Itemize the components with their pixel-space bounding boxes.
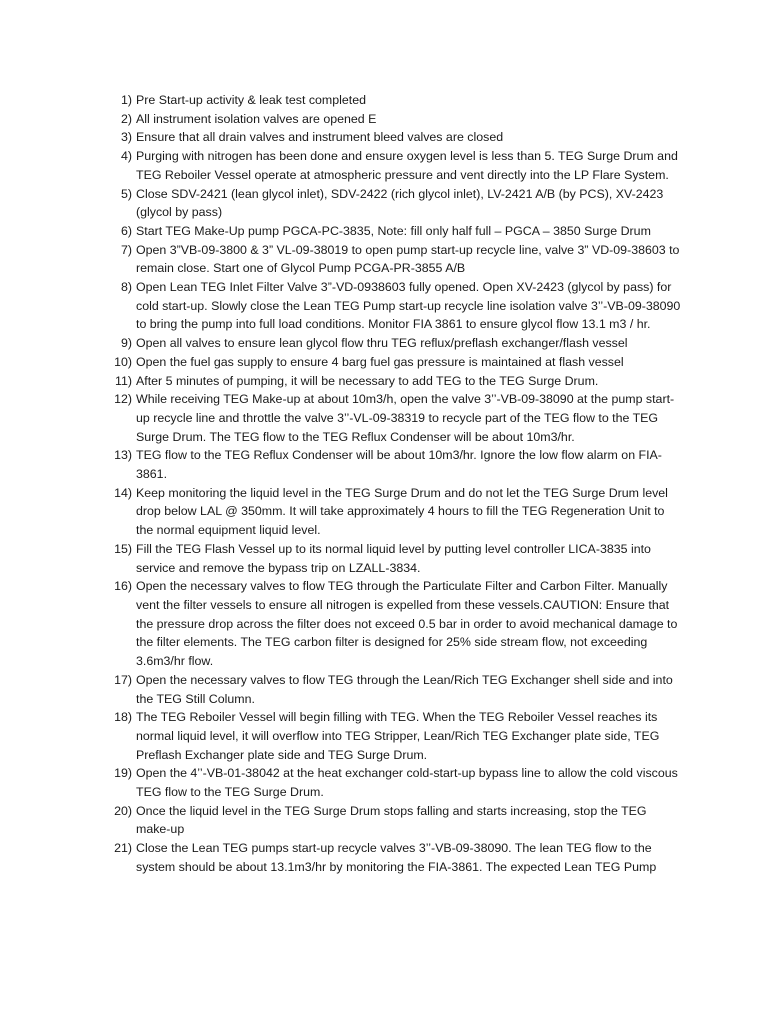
list-item xyxy=(104,446,684,483)
list-item xyxy=(104,764,684,801)
item-text: After 5 minutes of pumping, it will be necessary to add TEG to the TEG Surge Drum. xyxy=(136,373,599,388)
item-text: Open the necessary valves to flow TEG through the Particulate Filter and Carbon Filter. Manually vent the filter vessels to ensure all nitrogen is expelled from these vessels.CAUTION: Ensure that the pressure drop across the filter does not exceed 0.5 bar in order to avoid mechanical damage to the filter elements. The TEG carbon filter is designed for 25% side stream flow, not exceeding 3.6m3/hr flow. xyxy=(136,579,678,669)
list-item xyxy=(104,540,684,577)
list-item xyxy=(104,128,684,147)
item-text: TEG flow to the TEG Reflux Condenser will be about 10m3/hr. Ignore the low flow alarm on FIA-3861. xyxy=(136,448,662,482)
item-number: 4) xyxy=(120,149,132,164)
list-item xyxy=(104,110,684,129)
item-number: 6) xyxy=(120,223,132,238)
list-item xyxy=(104,278,684,334)
item-number: 21) xyxy=(114,841,132,856)
item-text: Close the Lean TEG pumps start-up recycle valves 3’’-VB-09-38090. The lean TEG flow to the system should be about 13.1m3/hr by monitoring the FIA-3861. The expected Lean TEG Pump xyxy=(136,841,657,874)
item-number: 10) xyxy=(114,354,132,369)
item-text: All instrument isolation valves are opened E xyxy=(136,111,377,126)
list-item xyxy=(104,241,684,278)
item-text: Open all valves to ensure lean glycol flow thru TEG reflux/preflash exchanger/flash vessel xyxy=(136,336,628,351)
item-number: 18) xyxy=(114,710,132,725)
item-number: 1) xyxy=(120,93,132,107)
item-text: Open the 4’’-VB-01-38042 at the heat exchanger cold-start-up bypass line to allow the cold viscous TEG flow to the TEG Surge Drum. xyxy=(136,766,678,800)
list-item xyxy=(104,839,684,876)
item-number: 7) xyxy=(120,242,132,257)
list-item xyxy=(104,390,684,446)
item-number: 20) xyxy=(114,803,132,818)
list-item xyxy=(104,708,684,764)
list-item xyxy=(104,372,684,391)
procedure-list xyxy=(104,91,684,877)
item-text: Close SDV-2421 (lean glycol inlet), SDV-2422 (rich glycol inlet), LV-2421 A/B (by PCS), XV-2423 (glycol by pass) xyxy=(136,186,664,220)
item-number: 11) xyxy=(115,373,132,388)
item-text: Open Lean TEG Inlet Filter Valve 3”-VD-0938603 fully opened. Open XV-2423 (glycol by pass) for cold start-up. Slowly close the Lean TEG Pump start-up recycle line isolation valve 3’’-VB-09-38090 to bring the pump into full load conditions. Monitor FIA 3861 to ensure glycol flow 13.1 m3 / hr. xyxy=(136,280,681,332)
item-text: Keep monitoring the liquid level in the TEG Surge Drum and do not let the TEG Surge Drum level drop below LAL @ 350mm. It will take approximately 4 hours to fill the TEG Regeneration Unit to the normal equipment liquid level. xyxy=(136,485,668,538)
item-number: 3) xyxy=(120,130,132,145)
list-item xyxy=(104,802,684,839)
item-text: Fill the TEG Flash Vessel up to its normal liquid level by putting level controller LICA-3835 into service and remove the bypass trip on LZALL-3834. xyxy=(136,541,651,575)
item-text: Once the liquid level in the TEG Surge Drum stops falling and starts increasing, stop the TEG make-up xyxy=(136,803,647,837)
item-text: While receiving TEG Make-up at about 10m3/h, open the valve 3’’-VB-09-38090 at the pump start-up recycle line and throttle the valve 3’’-VL-09-38319 to recycle part of the TEG flow to the TEG Surge Drum. The TEG flow to the TEG Reflux Condenser will be about 10m3/hr. xyxy=(136,392,675,444)
item-number: 8) xyxy=(120,280,132,295)
item-number: 16) xyxy=(114,579,132,594)
list-item xyxy=(104,671,684,708)
list-item xyxy=(104,185,684,222)
item-number: 9) xyxy=(120,336,132,351)
item-text: Start TEG Make-Up pump PGCA-PC-3835, Note: fill only half full – PGCA – 3850 Surge Drum xyxy=(136,223,651,238)
item-text: Open 3”VB-09-3800 & 3” VL-09-38019 to open pump start-up recycle line, valve 3” VD-09-38603 to remain close. Start one of Glycol Pump PCGA-PR-3855 A/B xyxy=(136,242,680,276)
list-item xyxy=(104,222,684,241)
item-number: 12) xyxy=(114,392,132,407)
list-item xyxy=(104,577,684,671)
item-number: 5) xyxy=(120,186,132,201)
item-text: Purging with nitrogen has been done and ensure oxygen level is less than 5. TEG Surge Drum and TEG Reboiler Vessel operate at atmospheric pressure and vent directly into the LP Flare System. xyxy=(136,149,678,182)
item-number: 2) xyxy=(120,111,132,126)
list-item xyxy=(104,147,684,184)
list-item xyxy=(104,334,684,353)
list-item xyxy=(104,484,684,540)
item-number: 13) xyxy=(114,448,132,463)
item-number: 15) xyxy=(114,541,132,556)
item-number: 17) xyxy=(114,672,132,687)
item-text: Open the fuel gas supply to ensure 4 barg fuel gas pressure is maintained at flash vessel xyxy=(136,354,624,369)
item-number: 14) xyxy=(114,485,132,500)
list-item xyxy=(104,353,684,372)
item-number: 19) xyxy=(114,766,132,781)
item-text: The TEG Reboiler Vessel will begin filling with TEG. When the TEG Reboiler Vessel reaches its normal liquid level, it will overflow into TEG Stripper, Lean/Rich TEG Exchanger plate side, TEG Preflash Exchanger plate side and TEG Surge Drum. xyxy=(136,710,660,762)
item-text: Open the necessary valves to flow TEG through the Lean/Rich TEG Exchanger shell side and into the TEG Still Column. xyxy=(136,672,673,706)
item-text: Ensure that all drain valves and instrument bleed valves are closed xyxy=(136,130,504,145)
list-item xyxy=(104,91,684,110)
item-text: Pre Start-up activity & leak test completed xyxy=(136,93,367,107)
